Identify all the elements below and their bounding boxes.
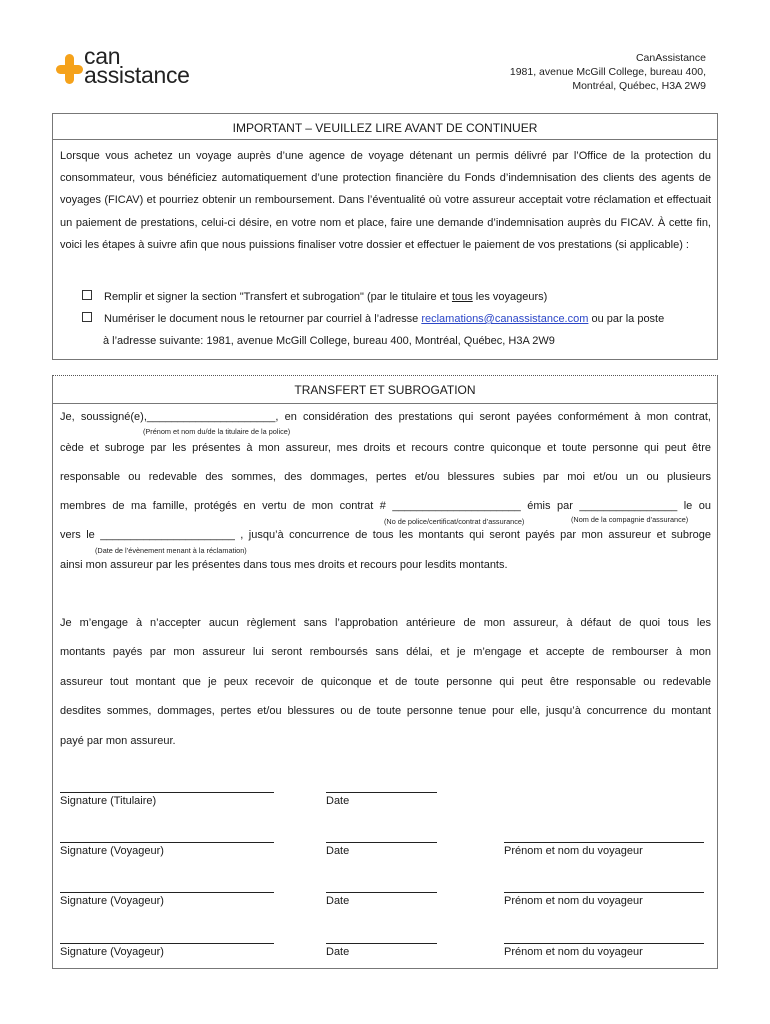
traveler-signature-line[interactable] (60, 892, 274, 893)
traveler-name-line[interactable] (504, 943, 704, 944)
checkbox-icon[interactable] (82, 312, 92, 322)
policy-number-note: (No de police/certificat/contrat d’assurance) (384, 517, 525, 526)
divider (53, 139, 717, 140)
transfer-line: ainsi mon assureur par les présentes dans tous mes droits et recours pour lesdits montants. (60, 559, 508, 571)
traveler-signature-label: Signature (Voyageur) (60, 845, 164, 857)
traveler-signature-line[interactable] (60, 842, 274, 843)
traveler-name-label: Prénom et nom du voyageur (504, 895, 643, 907)
traveler-signature-label: Signature (Voyageur) (60, 946, 164, 958)
holder-signature-line[interactable] (60, 792, 274, 793)
transfer-line: Je, soussigné(e),_____________________, en considération des prestations qui seront payées conformément à mon contrat, (60, 411, 711, 423)
traveler-name-line[interactable] (504, 892, 704, 893)
traveler-signature-label: Signature (Voyageur) (60, 895, 164, 907)
important-intro: Lorsque vous achetez un voyage auprès d’une agence de voyage détenant un permis délivré par l’Office de la protection du consommateur, vous bénéficiez automatiquement d’une protection financière du Fonds d’indemnisation des clients des agents de voyages (FICAV) et pourriez obtenir un remboursement. Dans l’éventualité où votre assureur acceptait votre réclamation et effectuait un paiement de prestations, celui-ci désire, en votre nom et place, faire une demande d’indemnisation auprès du FICAV. À cette fin, voici les étapes à suivre afin que nous puissions finaliser votre dossier et effectuer le paiement de vos prestations (si applicable) : (60, 150, 711, 251)
date-line[interactable] (326, 892, 437, 893)
holder-name-note: (Prénom et nom du/de la titulaire de la police) (143, 427, 291, 436)
company-street: 1981, avenue McGill College, bureau 400, (509, 66, 706, 78)
divider (53, 403, 717, 404)
date-line[interactable] (326, 842, 437, 843)
checkbox-icon[interactable] (82, 290, 92, 300)
company-city: Montréal, Québec, H3A 2W9 (572, 80, 706, 92)
important-title: IMPORTANT – VEUILLEZ LIRE AVANT DE CONTINUER (232, 121, 538, 135)
email-link[interactable]: reclamations@canassistance.com (421, 313, 589, 325)
date-label: Date (326, 845, 350, 857)
date-label: Date (326, 795, 350, 807)
traveler-name-label: Prénom et nom du voyageur (504, 845, 643, 857)
date-line[interactable] (326, 943, 437, 944)
step-sign: Remplir et signer la section "Transfert et subrogation" (par le titulaire et tous les voyageurs) (82, 286, 547, 308)
traveler-name-line[interactable] (504, 842, 704, 843)
logo-text: can assistance (84, 43, 190, 88)
mailing-address: à l’adresse suivante: 1981, avenue McGill College, bureau 400, Montréal, Québec, H3A 2W9 (103, 335, 555, 347)
company-name: CanAssistance (635, 52, 706, 64)
date-label: Date (326, 946, 350, 958)
date-line[interactable] (326, 792, 437, 793)
transfer-title: TRANSFERT ET SUBROGATION (294, 383, 476, 397)
step-send: Numériser le document nous le retourner par courriel à l’adresse reclamations@canassistance.com ou par la poste (82, 308, 664, 330)
traveler-name-label: Prénom et nom du voyageur (504, 946, 643, 958)
transfer-line: cède et subroge par les présentes à mon assureur, mes droits et recours contre quiconque et toute personne qui peut être (60, 442, 711, 454)
transfer-line: vers le ______________________ , jusqu’à concurrence de tous les montants qui seront payés par mon assureur et subroge (60, 529, 711, 541)
insurer-name-note: (Nom de la compagnie d’assurance) (571, 515, 689, 524)
commitment-line: assureur tout montant que je peux recevoir de quiconque et de toute personne qui peut être responsable ou redevable (60, 676, 711, 688)
commitment-line: montants payés par mon assureur lui seront remboursés sans délai, et je m’engage et accepte de rembourser à mon (60, 646, 711, 658)
commitment-line: payé par mon assureur. (60, 735, 176, 747)
holder-signature-label: Signature (Titulaire) (60, 795, 157, 807)
event-date-note: (Date de l’évènement menant à la réclamation) (95, 546, 247, 555)
company-address (510, 51, 706, 93)
commitment-line: desdites sommes, dommages, pertes et/ou blessures ou de toute personne tenue pour elle, jusqu’à concurrence du montant (60, 705, 711, 717)
transfer-line: membres de ma famille, protégés en vertu de mon contrat # _____________________ émis par ________________ le ou (60, 500, 711, 512)
date-label: Date (326, 895, 350, 907)
important-section (52, 113, 718, 360)
transfer-section (52, 375, 718, 969)
transfer-line: responsable ou redevable des sommes, des dommages, pertes et/ou blessures subies par moi et/ou un ou plusieurs (60, 471, 711, 483)
commitment-line: Je m’engage à n’accepter aucun règlement sans l’approbation antérieure de mon assureur, à défaut de quoi tous les (60, 617, 711, 629)
traveler-signature-line[interactable] (60, 943, 274, 944)
